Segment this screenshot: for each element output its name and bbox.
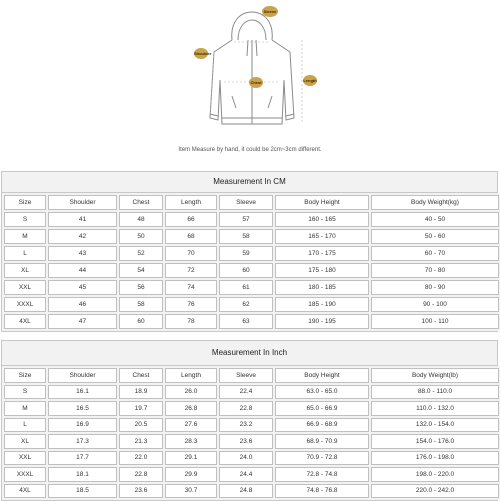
header-cell: Sleeve: [219, 195, 273, 210]
value-cell: 20.5: [119, 418, 163, 433]
table-row: [4, 263, 499, 278]
shoulder-tag: Shoulder: [194, 48, 208, 59]
value-cell: 23.6: [219, 434, 273, 449]
value-cell: 48: [119, 212, 163, 227]
sleeve-tag: Sleeve: [262, 6, 278, 17]
value-cell: 43: [48, 246, 117, 261]
value-cell: 88.0 - 110.0: [371, 385, 499, 400]
header-cell: Size: [4, 195, 46, 210]
value-cell: 72: [165, 263, 217, 278]
value-cell: 66: [165, 212, 217, 227]
value-cell: 110.0 - 132.0: [371, 401, 499, 416]
value-cell: 41: [48, 212, 117, 227]
value-cell: 160 - 165: [275, 212, 369, 227]
value-cell: 46: [48, 297, 117, 312]
chest-tag: Chest: [249, 77, 263, 88]
value-cell: 70 - 80: [371, 263, 499, 278]
table-row: [4, 401, 499, 416]
value-cell: 74.8 - 76.8: [275, 484, 369, 499]
cm-table-grid: [2, 193, 500, 331]
value-cell: 16.1: [48, 385, 117, 400]
hoodie-measurement-diagram: [0, 0, 500, 160]
value-cell: 180 - 185: [275, 280, 369, 295]
value-cell: 61: [219, 280, 273, 295]
header-cell: Size: [4, 368, 46, 383]
table-header-row: [4, 195, 499, 210]
value-cell: 18.9: [119, 385, 163, 400]
table-row: [4, 484, 499, 499]
value-cell: 18.1: [48, 467, 117, 482]
value-cell: 28.3: [165, 434, 217, 449]
header-cell: Body Weight(lb): [371, 368, 499, 383]
header-cell: Body Weight(kg): [371, 195, 499, 210]
value-cell: 24.8: [219, 484, 273, 499]
value-cell: 100 - 110: [371, 314, 499, 329]
value-cell: 22.8: [219, 401, 273, 416]
value-cell: 23.6: [119, 484, 163, 499]
value-cell: 60: [119, 314, 163, 329]
size-cell: L: [4, 246, 46, 261]
size-cell: 4XL: [4, 314, 46, 329]
table-row: [4, 246, 499, 261]
value-cell: 52: [119, 246, 163, 261]
value-cell: 198.0 - 220.0: [371, 467, 499, 482]
table-row: [4, 314, 499, 329]
value-cell: 62: [219, 297, 273, 312]
value-cell: 40 - 50: [371, 212, 499, 227]
value-cell: 21.3: [119, 434, 163, 449]
value-cell: 26.8: [165, 401, 217, 416]
table-row: [4, 385, 499, 400]
table-row: [4, 467, 499, 482]
value-cell: 70.9 - 72.8: [275, 451, 369, 466]
table-row: [4, 297, 499, 312]
value-cell: 78: [165, 314, 217, 329]
value-cell: 16.5: [48, 401, 117, 416]
value-cell: 80 - 90: [371, 280, 499, 295]
inch-table-title: Measurement In Inch: [2, 341, 497, 366]
size-cell: 4XL: [4, 484, 46, 499]
size-cell: M: [4, 229, 46, 244]
value-cell: 17.3: [48, 434, 117, 449]
value-cell: 23.2: [219, 418, 273, 433]
header-cell: Chest: [119, 368, 163, 383]
table-row: [4, 280, 499, 295]
value-cell: 27.6: [165, 418, 217, 433]
size-cell: XL: [4, 263, 46, 278]
table-row: [4, 451, 499, 466]
value-cell: 22.8: [119, 467, 163, 482]
length-tag: Length: [303, 75, 317, 86]
value-cell: 220.0 - 242.0: [371, 484, 499, 499]
value-cell: 18.5: [48, 484, 117, 499]
size-cell: S: [4, 385, 46, 400]
size-cell: XXXL: [4, 467, 46, 482]
value-cell: 165 - 170: [275, 229, 369, 244]
value-cell: 90 - 100: [371, 297, 499, 312]
value-cell: 63: [219, 314, 273, 329]
size-cell: XL: [4, 434, 46, 449]
table-row: [4, 418, 499, 433]
inch-table-grid: [2, 366, 500, 500]
value-cell: 19.7: [119, 401, 163, 416]
value-cell: 60 - 70: [371, 246, 499, 261]
table-row: [4, 229, 499, 244]
value-cell: 17.7: [48, 451, 117, 466]
value-cell: 24.0: [219, 451, 273, 466]
header-cell: Body Height: [275, 195, 369, 210]
value-cell: 66.9 - 68.9: [275, 418, 369, 433]
value-cell: 74: [165, 280, 217, 295]
inch-size-table: [1, 340, 498, 501]
table-header-row: [4, 368, 499, 383]
value-cell: 176.0 - 198.0: [371, 451, 499, 466]
value-cell: 190 - 195: [275, 314, 369, 329]
value-cell: 72.8 - 74.8: [275, 467, 369, 482]
size-cell: XXXL: [4, 297, 46, 312]
value-cell: 63.0 - 65.0: [275, 385, 369, 400]
value-cell: 29.9: [165, 467, 217, 482]
value-cell: 132.0 - 154.0: [371, 418, 499, 433]
value-cell: 60: [219, 263, 273, 278]
size-cell: XXL: [4, 280, 46, 295]
value-cell: 30.7: [165, 484, 217, 499]
value-cell: 70: [165, 246, 217, 261]
value-cell: 170 - 175: [275, 246, 369, 261]
value-cell: 56: [119, 280, 163, 295]
header-cell: Length: [165, 195, 217, 210]
value-cell: 57: [219, 212, 273, 227]
value-cell: 50: [119, 229, 163, 244]
value-cell: 185 - 190: [275, 297, 369, 312]
value-cell: 154.0 - 176.0: [371, 434, 499, 449]
value-cell: 42: [48, 229, 117, 244]
value-cell: 65.0 - 66.9: [275, 401, 369, 416]
header-cell: Length: [165, 368, 217, 383]
value-cell: 26.0: [165, 385, 217, 400]
value-cell: 76: [165, 297, 217, 312]
cm-size-table: [1, 171, 498, 332]
header-cell: Body Height: [275, 368, 369, 383]
size-cell: M: [4, 401, 46, 416]
value-cell: 68: [165, 229, 217, 244]
table-row: [4, 434, 499, 449]
cm-table-title: Measurement In CM: [2, 172, 497, 193]
header-cell: Sleeve: [219, 368, 273, 383]
size-cell: L: [4, 418, 46, 433]
value-cell: 59: [219, 246, 273, 261]
value-cell: 58: [219, 229, 273, 244]
value-cell: 29.1: [165, 451, 217, 466]
value-cell: 22.4: [219, 385, 273, 400]
table-row: [4, 212, 499, 227]
size-cell: S: [4, 212, 46, 227]
value-cell: 45: [48, 280, 117, 295]
header-cell: Shoulder: [48, 368, 117, 383]
value-cell: 16.9: [48, 418, 117, 433]
measure-note: Item Measure by hand, it could be 2cm~3cm different.: [178, 147, 322, 153]
value-cell: 54: [119, 263, 163, 278]
value-cell: 24.4: [219, 467, 273, 482]
value-cell: 58: [119, 297, 163, 312]
size-cell: XXL: [4, 451, 46, 466]
value-cell: 68.9 - 70.9: [275, 434, 369, 449]
header-cell: Shoulder: [48, 195, 117, 210]
value-cell: 175 - 180: [275, 263, 369, 278]
value-cell: 47: [48, 314, 117, 329]
value-cell: 50 - 60: [371, 229, 499, 244]
header-cell: Chest: [119, 195, 163, 210]
value-cell: 44: [48, 263, 117, 278]
value-cell: 22.0: [119, 451, 163, 466]
